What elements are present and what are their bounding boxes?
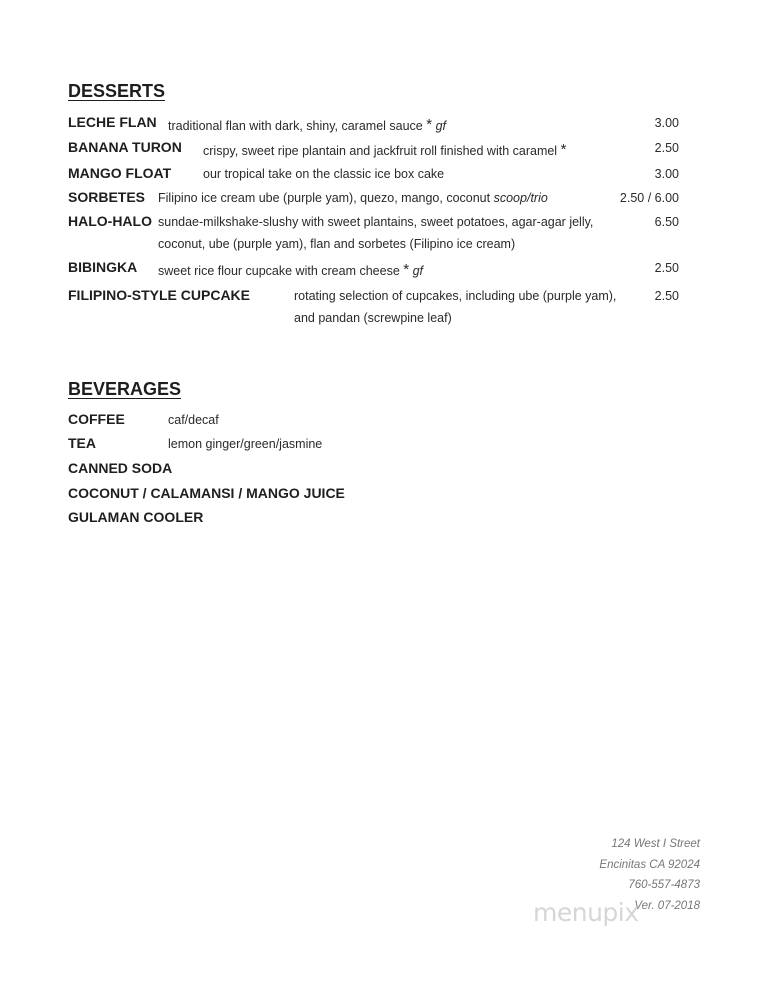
item-description-line2: coconut, ube (purple yam), flan and sorbetes (Filipino ice cream) — [158, 237, 516, 251]
menu-item-leche-flan — [68, 114, 768, 134]
item-price: 2.50 — [654, 289, 679, 303]
item-name: HALO-HALO — [68, 213, 152, 229]
menupix-watermark: menupix — [533, 898, 639, 927]
item-name: COFFEE — [68, 411, 125, 427]
menu-item-banana-turon — [68, 139, 768, 159]
gluten-free-tag: gf — [435, 119, 446, 133]
item-price: 3.00 — [654, 167, 679, 181]
item-price: 2.50 / 6.00 — [619, 191, 679, 205]
item-name: SORBETES — [68, 189, 146, 205]
beverage-item-juice — [68, 485, 768, 505]
item-description: rotating selection of cupcakes, including ube (purple yam), — [294, 289, 617, 303]
item-description: caf/decaf — [168, 413, 219, 427]
item-price: 2.50 — [654, 261, 679, 275]
item-name: FILIPINO-STYLE CUPCAKE — [68, 287, 251, 303]
item-description: Filipino ice cream ube (purple yam), quezo, mango, coconut scoop/trio — [158, 191, 548, 205]
serving-tag: scoop/trio — [493, 191, 548, 205]
item-price: 2.50 — [654, 141, 679, 155]
item-description: sundae-milkshake-slushy with sweet plantains, sweet potatoes, agar-agar jelly, — [158, 215, 594, 229]
desserts-heading: DESSERTS — [68, 81, 166, 101]
item-name: LECHE FLAN — [68, 114, 157, 130]
item-name: MANGO FLOAT — [68, 165, 172, 181]
beverages-heading: BEVERAGES — [68, 379, 182, 399]
item-description: sweet rice flour cupcake with cream cheese * gf — [158, 261, 424, 278]
item-name: BIBINGKA — [68, 259, 138, 275]
footer-version: Ver. 07-2018 — [634, 900, 700, 912]
menu-item-filipino-style-cupcake — [68, 287, 768, 325]
item-name: BANANA TURON — [68, 139, 182, 155]
item-price: 6.50 — [654, 215, 679, 229]
beverage-item-tea — [68, 435, 768, 455]
item-description: crispy, sweet ripe plantain and jackfruit roll finished with caramel * — [203, 141, 567, 158]
menu-item-bibingka — [68, 259, 768, 279]
asterisk-mark: * — [426, 116, 433, 133]
item-name: CANNED SODA — [68, 460, 173, 476]
item-description: lemon ginger/green/jasmine — [168, 437, 323, 451]
item-description-line2: and pandan (screwpine leaf) — [294, 311, 452, 325]
beverage-item-canned-soda — [68, 460, 768, 480]
item-description: traditional flan with dark, shiny, caramel sauce * gf — [168, 116, 446, 133]
menu-item-sorbetes — [68, 189, 768, 209]
footer-city: Encinitas CA 92024 — [599, 859, 700, 871]
menu-item-halo-halo — [68, 213, 768, 251]
item-name: GULAMAN COOLER — [68, 509, 204, 525]
item-name: COCONUT / CALAMANSI / MANGO JUICE — [68, 485, 345, 501]
beverage-item-gulaman-cooler — [68, 509, 768, 529]
gluten-free-tag: gf — [412, 264, 424, 278]
asterisk-mark: * — [403, 261, 410, 278]
footer-phone: 760-557-4873 — [628, 879, 700, 891]
item-name: TEA — [68, 435, 96, 451]
footer-address: 124 West I Street — [611, 838, 700, 850]
menu-item-mango-float — [68, 165, 768, 185]
beverage-item-coffee — [68, 411, 768, 431]
asterisk-mark: * — [560, 141, 567, 158]
item-description: our tropical take on the classic ice box cake — [203, 167, 445, 181]
item-price: 3.00 — [654, 116, 679, 130]
